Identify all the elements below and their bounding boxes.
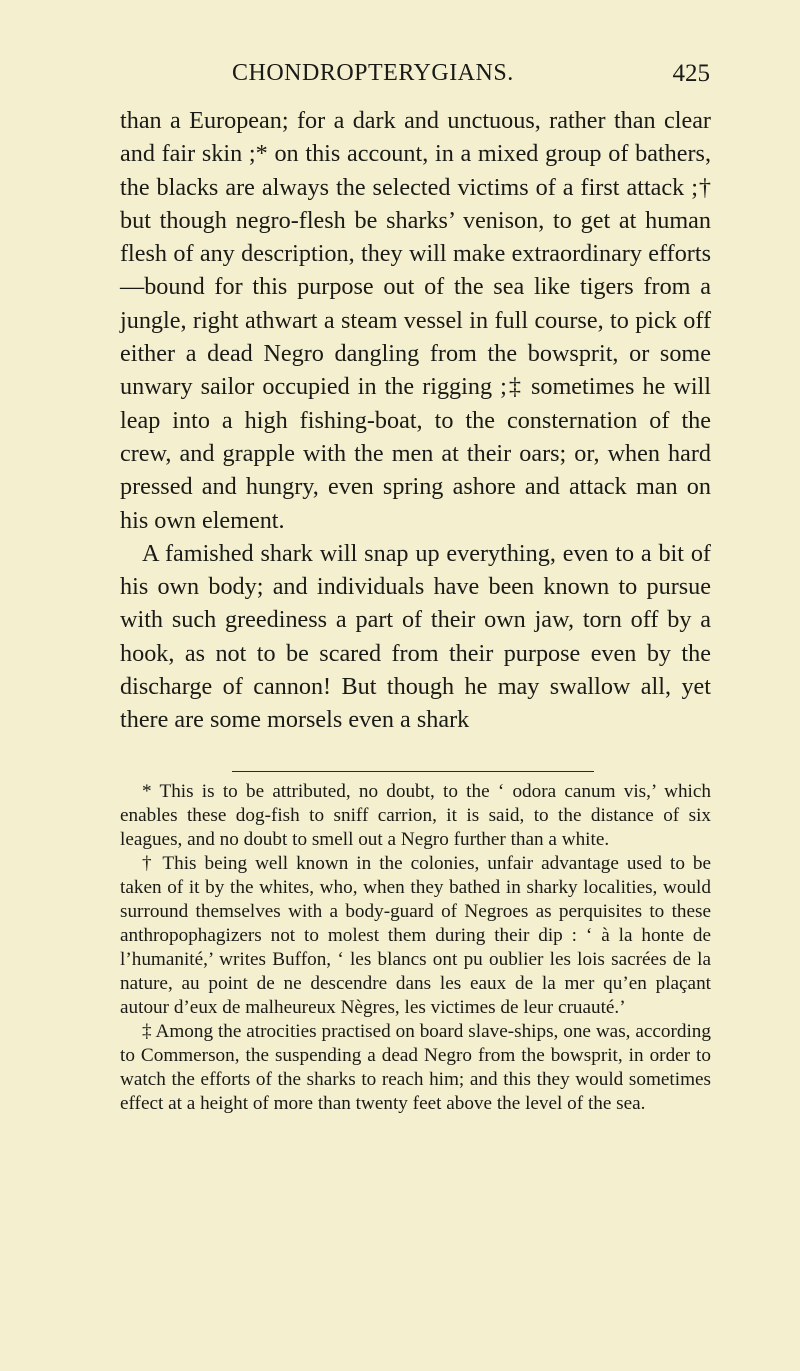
running-title: CHONDROPTERYGIANS. — [232, 60, 514, 86]
paragraph: than a European; for a dark and unctuous, rather than clear and fair skin ;* on this account, in a mixed group of bathers, the blacks are always the selected victims of a first attack ;† but though negro-flesh be sharks’ venison, to get at human flesh of any description, they will make extraordinary efforts—bound for this purpose out of the sea like tigers from a jungle, right athwart a steam vessel in full course, to pick off either a dead Negro dangling from the bowsprit, or some unwary sailor occupied in the rigging ;‡ sometimes he will leap into a high fishing-boat, to the consternation of the crew, and grapple with the men at their oars; or, when hard pressed and hungry, even spring ashore and attack man on his own element. — [120, 107, 711, 534]
footnote: * This is to be attributed, no doubt, to the ‘ odora canum vis,’ which enables these dog-fish to sniff carrion, it is said, to the distance of six leagues, and no doubt to smell out a Negro further than a white. — [120, 781, 711, 850]
paragraph: A famished shark will snap up everything, even to a bit of his own body; and individuals have been known to pursue with such greediness a part of their own jaw, torn off by a hook, as not to be scared from their purpose even by the discharge of cannon! But though he may swallow all, yet there are some morsels even a shark — [120, 539, 711, 734]
footnote-rule — [232, 771, 594, 772]
body-text — [120, 104, 711, 737]
footnotes — [120, 780, 711, 1116]
footnote: † This being well known in the colonies, unfair advantage used to be taken of it by the whites, who, when they bathed in sharky localities, would surround themselves with a body-guard of Negroes as perquisites to these anthropophagizers not to molest them during their dip : ‘ à la honte de l’humanité,’ writes Buffon, ‘ les blancs ont pu oublier les lois sacrées de la nature, au point de ne descendre dans les eaux de la mer qu’en plaçant autour d’eux de malheureux Nègres, les victimes de leur cruauté.’ — [120, 853, 711, 1018]
footnote: ‡ Among the atrocities practised on board slave-ships, one was, according to Commerson, the suspending a dead Negro from the bowsprit, in order to watch the efforts of the sharks to reach him; and this they would sometimes effect at a height of more than twenty feet above the level of the sea. — [120, 1021, 711, 1114]
page-number: 425 — [672, 60, 710, 87]
running-header — [120, 60, 710, 90]
